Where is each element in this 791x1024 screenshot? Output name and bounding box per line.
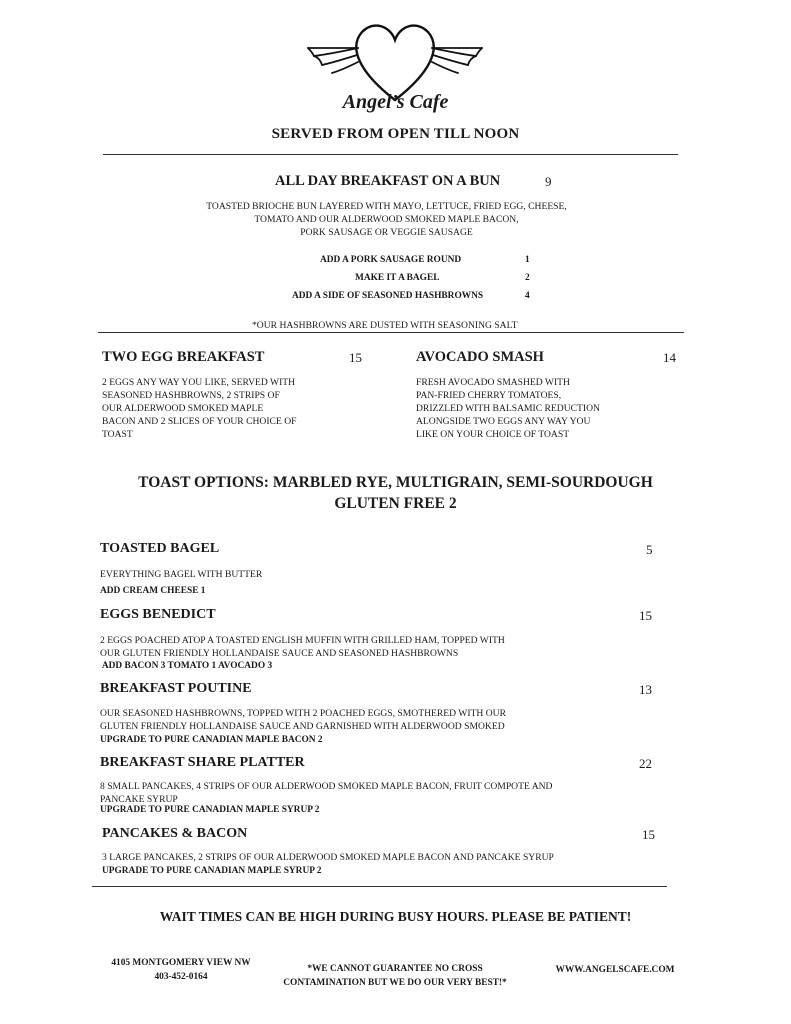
item-title-breakfast-poutine: BREAKFAST POUTINE <box>100 681 252 696</box>
item-addon-breakfast-poutine: UPGRADE TO PURE CANADIAN MAPLE BACON 2 <box>100 735 323 745</box>
item-desc-share-platter: 8 SMALL PANCAKES, 4 STRIPS OF OUR ALDERWOOD SMOKED MAPLE BACON, FRUIT COMPOTE AND PANCAKE SYRUP <box>100 781 553 805</box>
item-title-pancakes-bacon: PANCAKES & BACON <box>102 826 248 841</box>
item-price-toasted-bagel: 5 <box>646 542 653 557</box>
item-price-share-platter: 22 <box>639 756 652 771</box>
address-block <box>96 957 266 983</box>
wait-notice: WAIT TIMES CAN BE HIGH DURING BUSY HOURS. PLEASE BE PATIENT! <box>159 909 632 924</box>
item-title-all-day: ALL DAY BREAKFAST ON A BUN <box>275 173 501 189</box>
item-addon-pancakes-bacon: UPGRADE TO PURE CANADIAN MAPLE SYRUP 2 <box>102 866 322 876</box>
served-hours: SERVED FROM OPEN TILL NOON <box>271 126 520 142</box>
item-title-eggs-benedict: EGGS BENEDICT <box>100 607 216 622</box>
addon-row: ADD A PORK SAUSAGE ROUND 1 <box>320 255 530 265</box>
address: 4105 MONTGOMERY VIEW NW <box>111 958 251 968</box>
item-price-pancakes-bacon: 15 <box>642 827 655 842</box>
item-price-avocado: 14 <box>663 350 676 365</box>
item-addon-toasted-bagel: ADD CREAM CHEESE 1 <box>100 586 206 596</box>
addon-row: ADD A SIDE OF SEASONED HASHBROWNS 4 <box>292 291 530 301</box>
addon-row: MAKE IT A BAGEL 2 <box>355 273 530 283</box>
item-desc-two-egg: 2 EGGS ANY WAY YOU LIKE, SERVED WITH SEASONED HASHBROWNS, 2 STRIPS OF OUR ALDERWOOD SMOKED MAPLE BACON AND 2 SLICES OF YOUR CHOICE OF TOAST <box>102 377 297 440</box>
item-desc-eggs-benedict: 2 EGGS POACHED ATOP A TOASTED ENGLISH MUFFIN WITH GRILLED HAM, TOPPED WITH OUR GLUTEN FRIENDLY HOLLANDAISE SAUCE AND SEASONED HASHBROWNS <box>100 635 505 659</box>
divider <box>98 332 684 333</box>
phone: 403-452-0164 <box>154 972 208 982</box>
item-price-breakfast-poutine: 13 <box>639 682 652 697</box>
hashbrown-note: *OUR HASHBROWNS ARE DUSTED WITH SEASONING SALT <box>252 320 518 331</box>
item-desc-breakfast-poutine: OUR SEASONED HASHBROWNS, TOPPED WITH 2 POACHED EGGS, SMOTHERED WITH OUR GLUTEN FRIENDLY HOLLANDAISE SAUCE AND GARNISHED WITH ALDERWOOD SMOKED <box>100 708 506 732</box>
item-price-all-day: 9 <box>545 174 552 189</box>
item-addon-eggs-benedict: ADD BACON 3 TOMATO 1 AVOCADO 3 <box>100 661 273 671</box>
item-price-eggs-benedict: 15 <box>639 608 652 623</box>
item-desc-all-day: TOASTED BRIOCHE BUN LAYERED WITH MAYO, LETTUCE, FRIED EGG, CHEESE, TOMATO AND OUR ALDERWOOD SMOKED MAPLE BACON, PORK SAUSAGE OR VEGGIE SAUSAGE <box>206 201 567 238</box>
item-desc-pancakes-bacon: 3 LARGE PANCAKES, 2 STRIPS OF OUR ALDERWOOD SMOKED MAPLE BACON AND PANCAKE SYRUP <box>102 852 554 863</box>
brand-name: Angel’s Cafe <box>342 91 449 113</box>
divider <box>103 154 678 155</box>
divider <box>92 886 667 887</box>
toast-options: TOAST OPTIONS: MARBLED RYE, MULTIGRAIN, SEMI-SOURDOUGH GLUTEN FREE 2 <box>138 474 653 512</box>
item-title-two-egg: TWO EGG BREAKFAST <box>102 349 265 365</box>
item-desc-avocado: FRESH AVOCADO SMASHED WITH PAN-FRIED CHERRY TOMATOES, DRIZZLED WITH BALSAMIC REDUCTION ALONGSIDE TWO EGGS ANY WAY YOU LIKE ON YOUR CHOICE OF TOAST <box>416 377 600 440</box>
item-title-share-platter: BREAKFAST SHARE PLATTER <box>100 755 305 770</box>
item-title-avocado: AVOCADO SMASH <box>416 349 544 365</box>
item-addon-share-platter: UPGRADE TO PURE CANADIAN MAPLE SYRUP 2 <box>100 805 320 815</box>
item-price-two-egg: 15 <box>349 350 362 365</box>
website: WWW.ANGELSCAFE.COM <box>555 965 675 975</box>
item-title-toasted-bagel: TOASTED BAGEL <box>100 541 220 556</box>
item-desc-toasted-bagel: EVERYTHING BAGEL WITH BUTTER <box>100 569 263 580</box>
disclaimer: *WE CANNOT GUARANTEE NO CROSS CONTAMINATION BUT WE DO OUR VERY BEST!* <box>283 964 507 988</box>
